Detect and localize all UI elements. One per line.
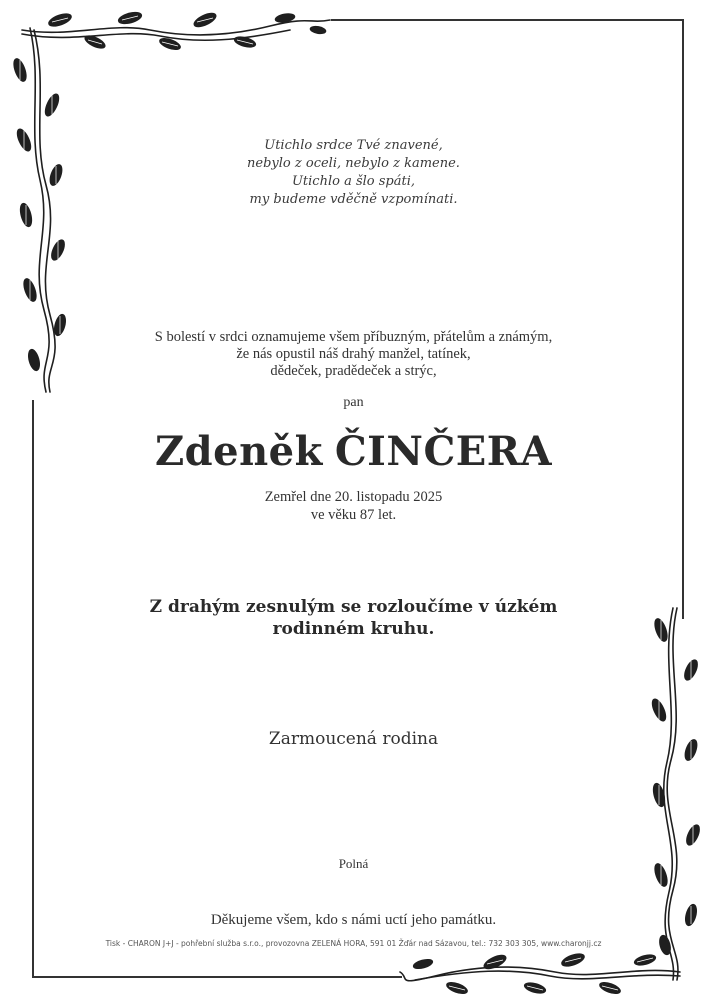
announcement-line: S bolestí v srdci oznamujeme všem příbuzným, přátelům a známým, [154,329,553,345]
deceased-name [0,428,707,475]
poem-line: Utichlo srdce Tvé znavené, [264,138,443,153]
frame-top-line [331,19,684,21]
deceased-first-name: Zdeněk [154,428,323,475]
frame-right-line [682,19,684,619]
announcement-line: dědeček, pradědeček a strýc, [270,363,437,379]
poem-line: Utichlo a šlo spáti, [291,174,416,189]
deceased-last-name: ČINČERA [334,428,553,475]
farewell-line: Z drahým zesnulým se rozloučíme v úzkém [149,597,558,617]
farewell-line: rodinném kruhu. [272,619,435,639]
poem [0,137,707,209]
thanks-line: Děkujeme všem, kdo s námi uctí jeho památku. [210,912,497,928]
printer-imprint: Tisk - CHARON J+J - pohřební služba s.r.o., provozovna ZELENÁ HORA, 591 01 Žďár nad Sázavou, tel.: 732 303 305, www.charonjj.cz [105,939,602,948]
frame-left-line [32,400,34,978]
poem-line: my budeme vděčně vzpomínati. [249,192,458,207]
death-date: Zemřel dne 20. listopadu 2025 [264,489,443,505]
frame-bottom-line [32,976,402,978]
family-signature: Zarmoucená rodina [268,729,439,749]
place-name: Polná [338,856,369,871]
announcement [0,329,707,380]
poem-line: nebylo z oceli, nebylo z kamene. [247,156,460,171]
announcement-line: že nás opustil náš drahý manžel, tatínek, [236,346,471,362]
salutation: pan [343,395,364,410]
death-info [0,488,707,524]
farewell-notice [0,596,707,640]
death-age: ve věku 87 let. [310,507,397,523]
